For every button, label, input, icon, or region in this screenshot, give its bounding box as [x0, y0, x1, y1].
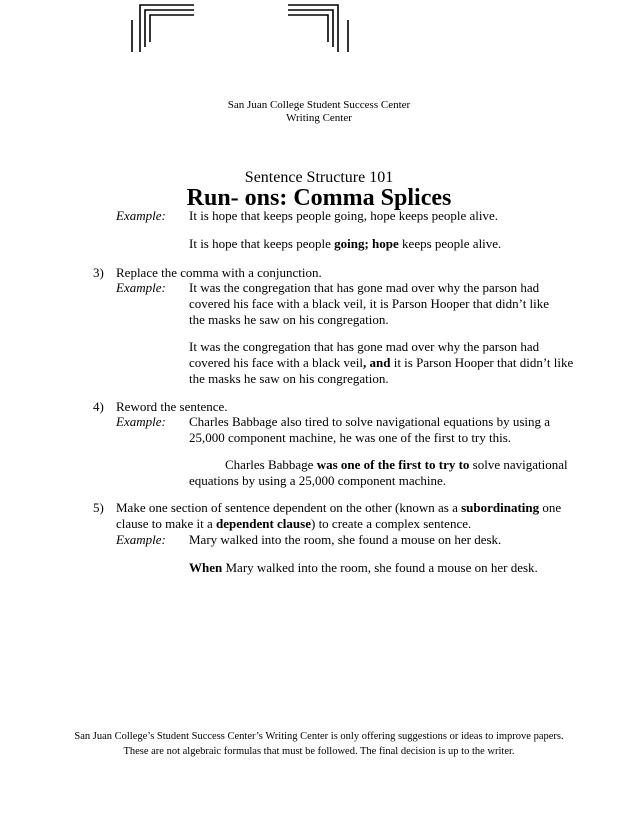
- footer-disclaimer-line1: San Juan College’s Student Success Center’s Writing Center is only offering suggestions or ideas to improve papers.: [74, 731, 564, 742]
- corrected-line: equations by using a 25,000 component machine.: [189, 473, 447, 488]
- corrected-line: the masks he saw on his congregation.: [189, 371, 389, 386]
- corrected-line: It was the congregation that has gone mad over why the parson had: [189, 339, 540, 354]
- corner-ornament-left: [126, 2, 196, 54]
- emphasis-text: was one of the first to try to: [316, 457, 470, 472]
- page-title: Run- ons: Comma Splices: [186, 185, 452, 211]
- emphasis-text: dependent clause: [216, 516, 311, 531]
- emphasis-text: , and: [362, 355, 391, 370]
- corrected-line: Charles Babbage was one of the first to try to solve navigational: [225, 457, 568, 472]
- page-subtitle: Sentence Structure 101: [244, 169, 394, 186]
- corrected-sentence: When Mary walked into the room, she found a mouse on her desk.: [189, 560, 538, 575]
- footer-disclaimer-line2: These are not algebraic formulas that must be followed. The final decision is up to the writer.: [123, 746, 515, 757]
- instruction-text: Replace the comma with a conjunction.: [116, 265, 322, 280]
- example-label: Example:: [116, 414, 166, 429]
- example-line: 25,000 component machine, he was one of the first to try this.: [189, 430, 512, 445]
- list-number: 4): [93, 399, 104, 414]
- example-label: Example:: [116, 532, 166, 547]
- corrected-sentence: It is hope that keeps people going; hope keeps people alive.: [189, 236, 502, 251]
- list-number: 5): [93, 500, 104, 515]
- header-dept-name: Writing Center: [286, 112, 352, 124]
- example-line: Charles Babbage also tired to solve navigational equations by using a: [189, 414, 551, 429]
- corrected-line: covered his face with a black veil, and it is Parson Hooper that didn’t like: [189, 355, 574, 370]
- instruction-text: Make one section of sentence dependent on the other (known as a subordinating one: [116, 500, 562, 515]
- header-org-name: San Juan College Student Success Center: [227, 99, 411, 111]
- instruction-text: Reword the sentence.: [116, 399, 228, 414]
- example-line: It was the congregation that has gone mad over why the parson had: [189, 280, 540, 295]
- corner-ornament-right: [286, 2, 356, 54]
- instruction-text: clause to make it a dependent clause) to create a complex sentence.: [116, 516, 472, 531]
- example-sentence: It is hope that keeps people going, hope keeps people alive.: [189, 208, 499, 223]
- emphasis-text: going; hope: [334, 236, 399, 251]
- list-number: 3): [93, 265, 104, 280]
- example-label: Example:: [116, 280, 166, 295]
- emphasis-text: When: [189, 560, 223, 575]
- example-line: covered his face with a black veil, it is Parson Hooper that didn’t like: [189, 296, 550, 311]
- emphasis-text: subordinating: [461, 500, 540, 515]
- example-label: Example:: [116, 208, 166, 223]
- example-sentence: Mary walked into the room, she found a mouse on her desk.: [189, 532, 502, 547]
- example-line: the masks he saw on his congregation.: [189, 312, 389, 327]
